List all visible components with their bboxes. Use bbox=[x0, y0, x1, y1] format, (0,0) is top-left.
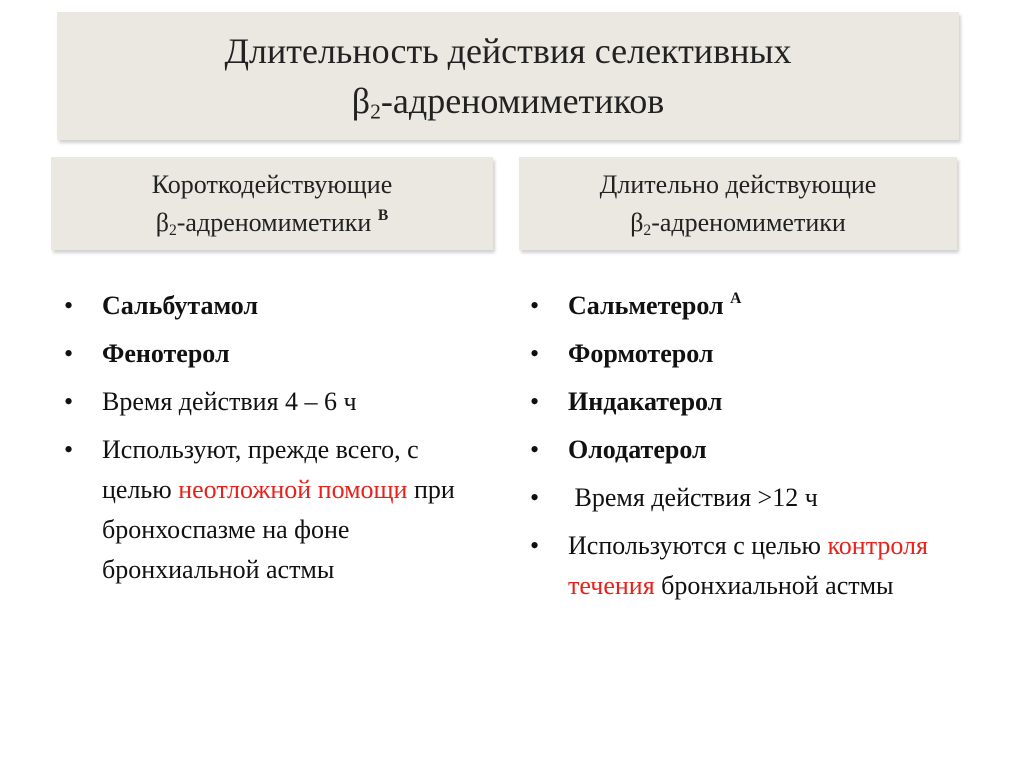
usage-text-start: Используются с целью bbox=[568, 531, 828, 560]
long-acting-header bbox=[519, 157, 957, 250]
bullet-icon: • bbox=[530, 339, 540, 368]
usage-highlight: неотложной помощи bbox=[178, 475, 408, 504]
short-acting-header-superscript: B bbox=[377, 206, 389, 224]
bullet-icon: • bbox=[64, 435, 74, 464]
long-acting-header-beta: β bbox=[630, 207, 644, 237]
drug-salbutamol: Сальбутамол bbox=[102, 291, 259, 320]
usage-text-start: Используют, прежде всего, с целью bbox=[102, 435, 419, 504]
duration-text: Время действия 4 – 6 ч bbox=[102, 387, 357, 416]
bullet-icon: • bbox=[530, 483, 540, 512]
short-acting-header-line-2 bbox=[156, 204, 389, 242]
short-acting-header-beta: β bbox=[155, 207, 169, 237]
short-acting-header-subscript: 2 bbox=[168, 221, 177, 239]
long-acting-list bbox=[528, 286, 968, 614]
list-item bbox=[528, 478, 968, 518]
usage-text-end: бронхиальной астмы bbox=[654, 571, 894, 600]
drug-olodaterol: Олодатерол bbox=[568, 435, 707, 464]
title-line-2-text: -адреномиметиков bbox=[380, 81, 665, 121]
bullet-icon: • bbox=[530, 387, 540, 416]
short-acting-header-line-1: Короткодействующие bbox=[151, 169, 393, 199]
long-acting-header-text: -адреномиметики bbox=[651, 207, 846, 237]
title-line-1: Длительность действия селективных bbox=[224, 31, 792, 71]
title-beta-subscript: 2 bbox=[370, 99, 381, 124]
usage-text-end: при бронхоспазме на фоне бронхиальной астмы bbox=[102, 475, 455, 584]
list-item bbox=[62, 430, 482, 590]
bullet-icon: • bbox=[64, 291, 74, 320]
long-acting-header-subscript: 2 bbox=[643, 221, 652, 239]
list-item bbox=[62, 334, 482, 374]
bullet-icon: • bbox=[64, 387, 74, 416]
bullet-icon: • bbox=[530, 435, 540, 464]
list-item bbox=[528, 334, 968, 374]
drug-salmeterol-superscript: A bbox=[730, 290, 742, 308]
title-box bbox=[57, 12, 959, 140]
short-acting-list bbox=[62, 286, 482, 598]
drug-salmeterol: Сальметерол bbox=[568, 291, 731, 320]
bullet-icon: • bbox=[64, 339, 74, 368]
short-acting-header bbox=[51, 157, 493, 250]
bullet-icon: • bbox=[530, 531, 540, 560]
short-acting-header-text: -адреномиметики bbox=[176, 207, 378, 237]
list-item bbox=[528, 382, 968, 422]
list-item bbox=[528, 286, 968, 326]
bullet-icon: • bbox=[530, 291, 540, 320]
title-line-2 bbox=[352, 76, 664, 126]
drug-fenoterol: Фенотерол bbox=[102, 339, 230, 368]
title-beta: β bbox=[351, 81, 371, 121]
usage-highlight: контроля течения bbox=[568, 531, 928, 600]
list-item bbox=[62, 382, 482, 422]
list-item bbox=[528, 526, 968, 606]
drug-indacaterol: Индакатерол bbox=[568, 387, 723, 416]
long-acting-header-line-2 bbox=[630, 204, 846, 242]
duration-text: Время действия >12 ч bbox=[568, 483, 818, 512]
list-item bbox=[62, 286, 482, 326]
drug-formoterol: Формотерол bbox=[568, 339, 714, 368]
list-item bbox=[528, 430, 968, 470]
long-acting-header-line-1: Длительно действующие bbox=[599, 169, 877, 199]
